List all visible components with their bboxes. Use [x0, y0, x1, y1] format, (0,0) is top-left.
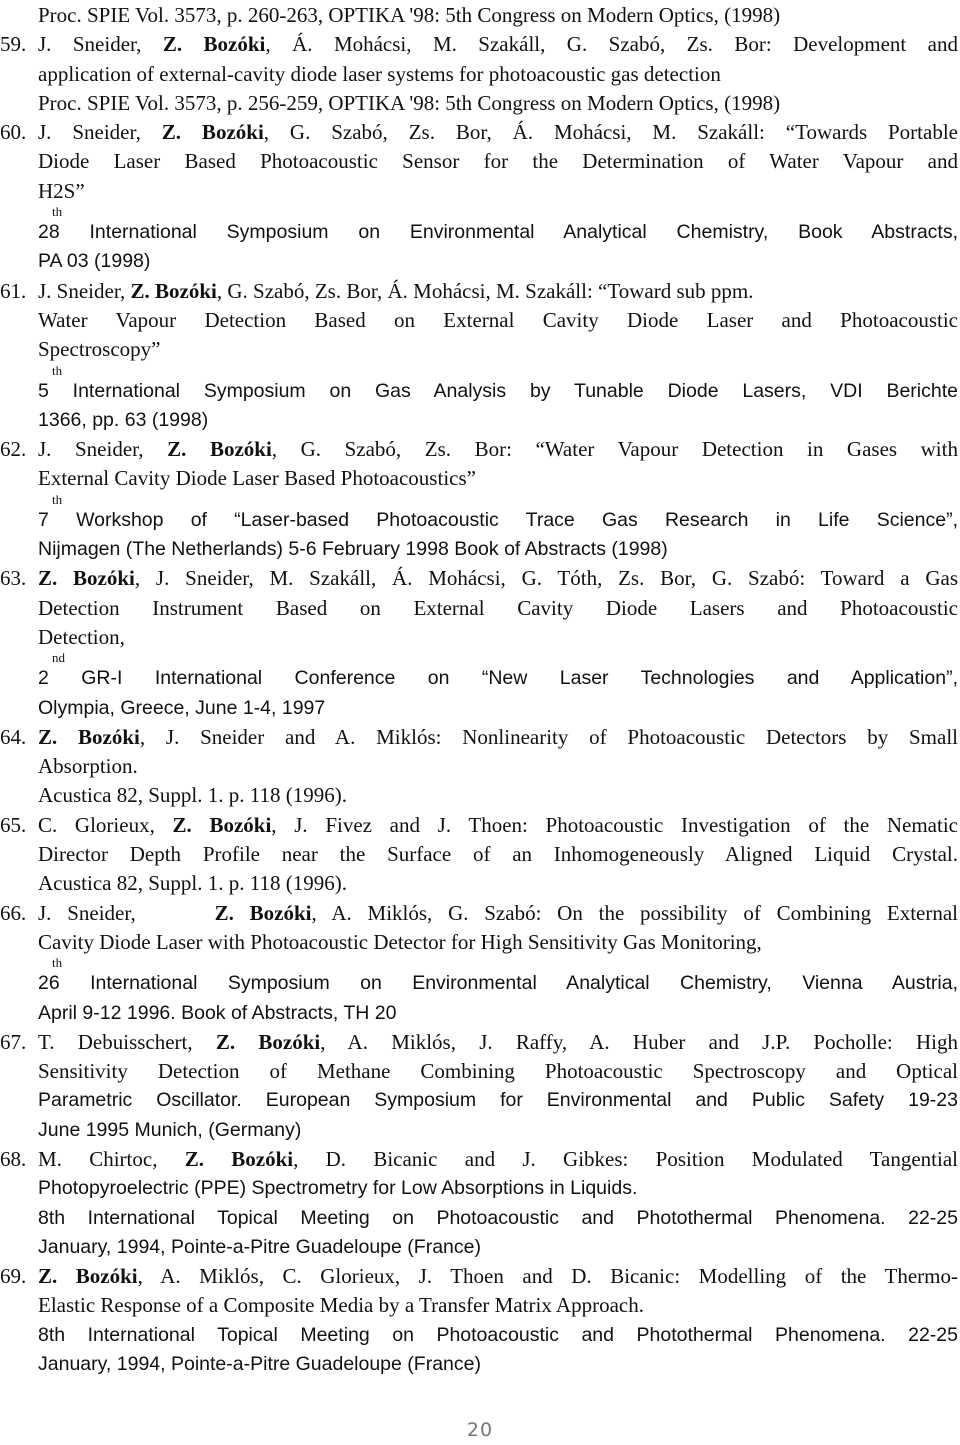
ref-64-line	[0, 723, 958, 752]
author-highlight: Z. Bozóki	[38, 724, 140, 749]
ref-61-line	[0, 277, 958, 306]
ref-58-venue: Proc. SPIE Vol. 3573, p. 260-263, OPTIKA '98: 5th Congress on Modern Optics, (1998)	[38, 3, 781, 27]
ref-number: 67.	[0, 1029, 27, 1054]
ref-text: T. Debuisschert, Z. Bozóki, A. Miklós, J. Raffy, A. Huber and J.P. Pocholle: High	[38, 1029, 958, 1054]
ref-65-line: Director Depth Profile near the Surface of an Inhomogeneously Aligned Liquid Crystal.	[38, 842, 958, 867]
ref-69-venue: January, 1994, Pointe-a-Pitre Guadeloupe (France)	[38, 1353, 481, 1376]
ref-68-line: Photopyroelectric (PPE) Spectrometry for Low Absorptions in Liquids.	[38, 1177, 638, 1200]
ref-61-venue: 1366, pp. 63 (1998)	[38, 408, 209, 431]
ref-61-line: Spectroscopy”	[38, 337, 161, 362]
ref-number: 65.	[0, 812, 27, 837]
ref-number: 68.	[0, 1146, 27, 1171]
author-highlight: Z. Bozóki	[38, 1264, 138, 1289]
ref-59-venue: Proc. SPIE Vol. 3573, p. 256-259, OPTIKA '98: 5th Congress on Modern Optics, (1998)	[38, 90, 781, 115]
ref-text: J. Sneider, Z. Bozóki, G. Szabó, Zs. Bor: “Water Vapour Detection in Gases with	[38, 437, 958, 462]
ref-67-line: Sensitivity Detection of Methane Combining Photoacoustic Spectroscopy and Optical	[38, 1059, 958, 1084]
ref-67-line: Parametric Oscillator. European Symposium for Environmental and Public Safety 19-23	[38, 1089, 958, 1112]
ref-65-line	[0, 811, 958, 840]
ref-60-line: H2S”	[38, 178, 85, 203]
author-highlight: Z. Bozóki	[161, 120, 264, 145]
superscript-ordinal: th	[52, 204, 63, 220]
ref-68-venue: 8th International Topical Meeting on Photoacoustic and Photothermal Phenomena. 22-25	[38, 1206, 958, 1229]
ref-text: J. Sneider, Z. Bozóki, G. Szabó, Zs. Bor, Á. Mohácsi, M. Szakáll: “Towards Portable	[38, 120, 958, 145]
ref-text: J. Sneider, Z. Bozóki, A. Miklós, G. Szabó: On the possibility of Combining External	[38, 900, 958, 925]
ref-68-line	[0, 1145, 958, 1174]
superscript-ordinal: nd	[52, 650, 65, 666]
superscript-line	[0, 362, 958, 378]
superscript-line	[0, 652, 958, 664]
author-highlight: Z. Bozóki	[215, 1029, 321, 1054]
ref-63-venue: Olympia, Greece, June 1-4, 1997	[38, 696, 326, 719]
ref-text: Z. Bozóki, A. Miklós, C. Glorieux, J. Thoen and D. Bicanic: Modelling of the Thermo-	[38, 1264, 958, 1289]
ref-69-venue: 8th International Topical Meeting on Photoacoustic and Photothermal Phenomena. 22-25	[38, 1323, 958, 1346]
ref-number: 59.	[0, 32, 27, 57]
reference-list	[0, 1, 958, 1379]
ref-number: 62.	[0, 437, 27, 462]
ref-62-venue: Nijmagen (The Netherlands) 5-6 February 1998 Book of Abstracts (1998)	[38, 538, 668, 561]
ref-60-venue: PA 03 (1998)	[38, 250, 151, 273]
ref-66-line: Cavity Diode Laser with Photoacoustic Detector for High Sensitivity Gas Monitoring,	[38, 929, 762, 954]
superscript-ordinal: th	[52, 491, 63, 507]
ref-63-line: Detection,	[38, 624, 125, 649]
ref-63-line	[0, 564, 958, 593]
author-highlight: Z. Bozóki	[162, 32, 266, 57]
author-highlight: Z. Bozóki	[167, 437, 272, 462]
ref-69-line	[0, 1262, 958, 1291]
ref-number: 63.	[0, 566, 27, 591]
superscript-ordinal: th	[52, 362, 63, 378]
ref-text: Z. Bozóki, J. Sneider and A. Miklós: Nonlinearity of Photoacoustic Detectors by Small	[38, 724, 958, 749]
ref-69-line: Elastic Response of a Composite Media by a Transfer Matrix Approach.	[38, 1293, 644, 1318]
ref-64-line: Absorption.	[38, 754, 138, 779]
ref-68-venue: January, 1994, Pointe-a-Pitre Guadeloupe (France)	[38, 1235, 481, 1258]
ref-61-line: Water Vapour Detection Based on External Cavity Diode Laser and Photoacoustic	[38, 307, 958, 332]
ref-65-venue: Acustica 82, Suppl. 1. p. 118 (1996).	[38, 871, 347, 896]
author-highlight: Z. Bozóki	[130, 278, 217, 303]
ref-number: 69.	[0, 1264, 27, 1289]
ref-62-line	[0, 435, 958, 464]
ref-63-line: Detection Instrument Based on External Cavity Diode Lasers and Photoacoustic	[38, 595, 958, 620]
superscript-line	[0, 206, 958, 218]
author-highlight: Z. Bozóki	[38, 566, 135, 591]
ref-62-line: External Cavity Diode Laser Based Photoacoustics”	[38, 466, 476, 491]
ref-text: M. Chirtoc, Z. Bozóki, D. Bicanic and J. Gibkes: Position Modulated Tangential	[38, 1146, 958, 1171]
ref-62-venue: 7 Workshop of “Laser-based Photoacoustic Trace Gas Research in Life Science”,	[38, 508, 958, 531]
ref-text: Z. Bozóki, J. Sneider, M. Szakáll, Á. Mohácsi, G. Tóth, Zs. Bor, G. Szabó: Toward a Gas	[38, 566, 958, 591]
author-highlight: Z. Bozóki	[184, 1146, 294, 1171]
ref-59-line: application of external-cavity diode laser systems for photoacoustic gas detection	[38, 61, 721, 86]
ref-60-line	[0, 118, 958, 147]
ref-60-venue: 28 International Symposium on Environmental Analytical Chemistry, Book Abstracts,	[38, 221, 958, 244]
ref-61-venue: 5 International Symposium on Gas Analysis by Tunable Diode Lasers, VDI Berichte	[38, 379, 958, 402]
ref-66-line	[0, 899, 958, 928]
ref-59-line	[0, 30, 958, 59]
ref-64-venue: Acustica 82, Suppl. 1. p. 118 (1996).	[38, 783, 347, 808]
superscript-ordinal: th	[52, 955, 63, 971]
ref-63-venue: 2 GR-I International Conference on “New Laser Technologies and Application”,	[38, 667, 958, 690]
ref-number: 64.	[0, 724, 27, 749]
author-highlight: Z. Bozóki	[172, 812, 272, 837]
ref-67-line: June 1995 Munich, (Germany)	[38, 1118, 302, 1141]
ref-number: 60.	[0, 120, 27, 145]
ref-number: 66.	[0, 900, 27, 925]
ref-60-line: Diode Laser Based Photoacoustic Sensor for the Determination of Water Vapour and	[38, 149, 958, 174]
ref-text: C. Glorieux, Z. Bozóki, J. Fivez and J. Thoen: Photoacoustic Investigation of the Nematic	[38, 812, 958, 837]
ref-67-line	[0, 1028, 958, 1057]
superscript-line	[0, 491, 958, 507]
ref-66-venue: April 9-12 1996. Book of Abstracts, TH 20	[38, 1001, 397, 1024]
page-number: 20	[466, 1419, 494, 1441]
author-highlight: Z. Bozóki	[214, 900, 312, 925]
ref-text: J. Sneider, Z. Bozóki, G. Szabó, Zs. Bor, Á. Mohácsi, M. Szakáll: “Toward sub ppm.	[38, 278, 754, 303]
ref-66-venue: 26 International Symposium on Environmental Analytical Chemistry, Vienna Austria,	[38, 972, 958, 995]
superscript-line	[0, 957, 958, 969]
ref-text: J. Sneider, Z. Bozóki, Á. Mohácsi, M. Szakáll, G. Szabó, Zs. Bor: Development and	[38, 32, 958, 57]
ref-number: 61.	[0, 278, 27, 303]
